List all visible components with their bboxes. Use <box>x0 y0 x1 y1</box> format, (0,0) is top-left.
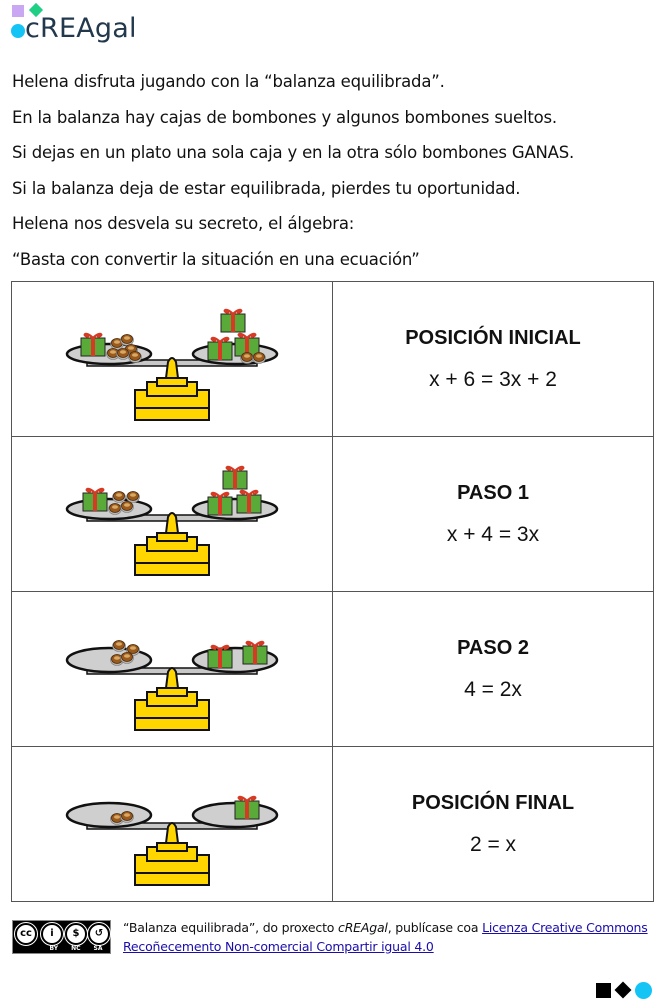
credit-middle: , publícase coa <box>387 920 483 935</box>
intro-line: Helena disfruta jugando con la “balanza equilibrada”. <box>12 72 445 91</box>
logo-dot-icon <box>11 24 25 38</box>
intro-line: Helena nos desvela su secreto, el álgebra: <box>12 214 355 234</box>
nc-icon: $ <box>65 923 87 945</box>
step-title: POSICIÓN INICIAL <box>405 326 581 349</box>
square-icon <box>596 983 611 998</box>
logo-text: cREAgal <box>25 13 137 44</box>
step-title: POSICIÓN FINAL <box>411 791 575 814</box>
credit-text <box>123 918 648 956</box>
balance-image-cell <box>12 592 333 747</box>
step-equation: 4 = 2x <box>464 677 522 701</box>
label-sa: SA <box>93 945 103 952</box>
step-equation: 2 = x <box>469 832 517 856</box>
intro-line: Si dejas en un plato una sola caja y en la otra sólo bombones GANAS. <box>12 143 575 163</box>
balance-image-cell <box>12 747 333 902</box>
balance-image-cell <box>12 282 333 437</box>
table-row <box>12 747 654 902</box>
license-link[interactable]: Licenza Creative Commons <box>482 920 648 935</box>
sa-icon: ↺ <box>88 923 110 945</box>
diamond-icon <box>615 982 632 999</box>
by-icon: i <box>41 923 63 945</box>
balance-scale-icon <box>57 602 287 732</box>
license-footer <box>12 918 662 958</box>
intro-line: Si la balanza deja de estar equilibrada, pierdes tu oportunidad. <box>12 178 521 198</box>
creagal-logo <box>10 3 150 47</box>
label-by: BY <box>49 945 59 952</box>
intro-line: En la balanza hay cajas de bombones y algunos bombones sueltos. <box>12 107 557 127</box>
step-title: PASO 1 <box>457 481 529 504</box>
logo-square-icon <box>12 5 24 17</box>
credit-project: cREAgal <box>338 920 388 935</box>
corner-marks <box>596 982 656 1000</box>
credit-prefix: “Balanza equilibrada”, do proxecto <box>123 920 339 935</box>
step-title: PASO 2 <box>457 636 529 659</box>
step-text-cell <box>333 282 654 437</box>
balance-scale-icon <box>57 292 287 422</box>
step-equation: x + 4 = 3x <box>446 522 540 546</box>
intro-line: “Basta con convertir la situación en una ecuación” <box>12 249 420 269</box>
license-labels <box>43 945 109 952</box>
intro-text <box>12 64 652 278</box>
cc-icon: cc <box>15 923 37 945</box>
cc-by-nc-sa-icon[interactable] <box>12 920 111 954</box>
step-equation: x + 6 = 3x + 2 <box>429 367 557 391</box>
step-text-cell <box>333 592 654 747</box>
label-nc: NC <box>71 945 81 952</box>
balance-image-cell <box>12 437 333 592</box>
table-row <box>12 437 654 592</box>
table-row <box>12 282 654 437</box>
circle-icon <box>635 982 652 999</box>
license-link-continued[interactable]: Recoñecemento Non-comercial Compartir igual 4.0 <box>123 939 434 954</box>
balance-scale-icon <box>57 447 287 577</box>
steps-table <box>11 281 654 902</box>
step-text-cell <box>333 437 654 592</box>
balance-scale-icon <box>57 757 287 887</box>
step-text-cell <box>333 747 654 902</box>
table-row <box>12 592 654 747</box>
